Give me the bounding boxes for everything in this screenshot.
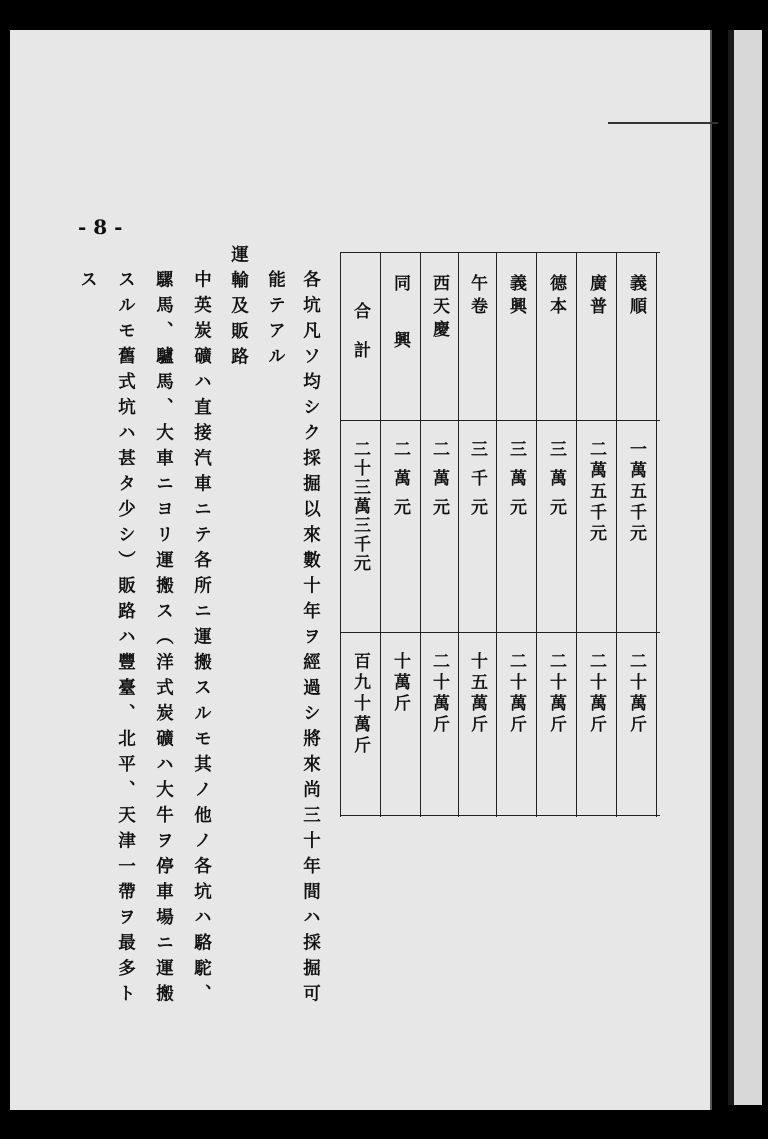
total-output: 百九十萬斤 [350, 652, 370, 757]
mine-capital: 二萬元 [429, 440, 449, 527]
col-divider [458, 252, 459, 817]
col-divider [380, 252, 381, 817]
table-mid-rule [340, 632, 660, 633]
col-divider [536, 252, 537, 817]
mine-output: 二十萬斤 [586, 652, 606, 736]
mine-output: 二十萬斤 [429, 652, 449, 736]
col-divider [616, 252, 617, 817]
table-header-rule [340, 420, 660, 421]
mine-name: 西天慶 [429, 274, 449, 343]
mine-name: 廣普 [586, 274, 606, 320]
section-title: 運輸及販路 [228, 245, 249, 373]
table-right-border [656, 252, 657, 817]
total-label: 合計 [350, 302, 370, 380]
paragraph-line-3: スルモ舊式坑ハ甚タ少シ）販路ハ豐臺、北平、天津一帶ヲ最多ト [115, 270, 136, 1010]
mine-capital: 三千元 [467, 440, 487, 527]
mine-output: 十五萬斤 [467, 652, 487, 736]
mine-output: 二十萬斤 [546, 652, 566, 736]
col-divider [496, 252, 497, 817]
mine-name: 同興 [390, 274, 410, 388]
paragraph-line-1: 中英炭礦ハ直接汽車ニテ各所ニ運搬スルモ其ノ他ノ各坑ハ駱駝、 [191, 270, 212, 1010]
col-divider [420, 252, 421, 817]
mine-capital: 二萬五千元 [586, 440, 606, 545]
mine-output: 十萬斤 [390, 652, 410, 715]
top-rule [608, 122, 718, 124]
paragraph-line-4: ス [77, 270, 98, 296]
adjacent-page-edge [728, 30, 762, 1105]
mine-name: 德本 [546, 274, 566, 320]
mine-output: 二十萬斤 [506, 652, 526, 736]
mine-capital: 二萬元 [390, 440, 410, 527]
mine-capital: 一萬五千元 [626, 440, 646, 545]
paragraph-line-2: 騾馬、驢馬、大車ニヨリ運搬ス（洋式炭礦ハ大牛ヲ停車場ニ運搬 [153, 270, 174, 1010]
intro-line-2: 能テアル [265, 270, 286, 372]
table-left-border [340, 252, 341, 817]
mine-output: 二十萬斤 [626, 652, 646, 736]
mine-capital: 三萬元 [506, 440, 526, 527]
col-divider [576, 252, 577, 817]
intro-line-1: 各坑凡ソ均シク採掘以來數十年ヲ經過シ將來尚三十年間ハ採掘可 [300, 270, 321, 1010]
mine-capital: 三萬元 [546, 440, 566, 527]
page-number: - 8 - [78, 215, 123, 239]
mine-name: 義順 [626, 274, 646, 320]
table-bottom-rule [340, 815, 660, 816]
mine-name: 義興 [506, 274, 526, 320]
coal-mine-table [340, 252, 660, 817]
total-capital: 二十三萬三千元 [350, 440, 370, 573]
table-top-rule [340, 252, 660, 253]
mine-name: 午卷 [467, 274, 487, 320]
document-page [10, 30, 712, 1110]
